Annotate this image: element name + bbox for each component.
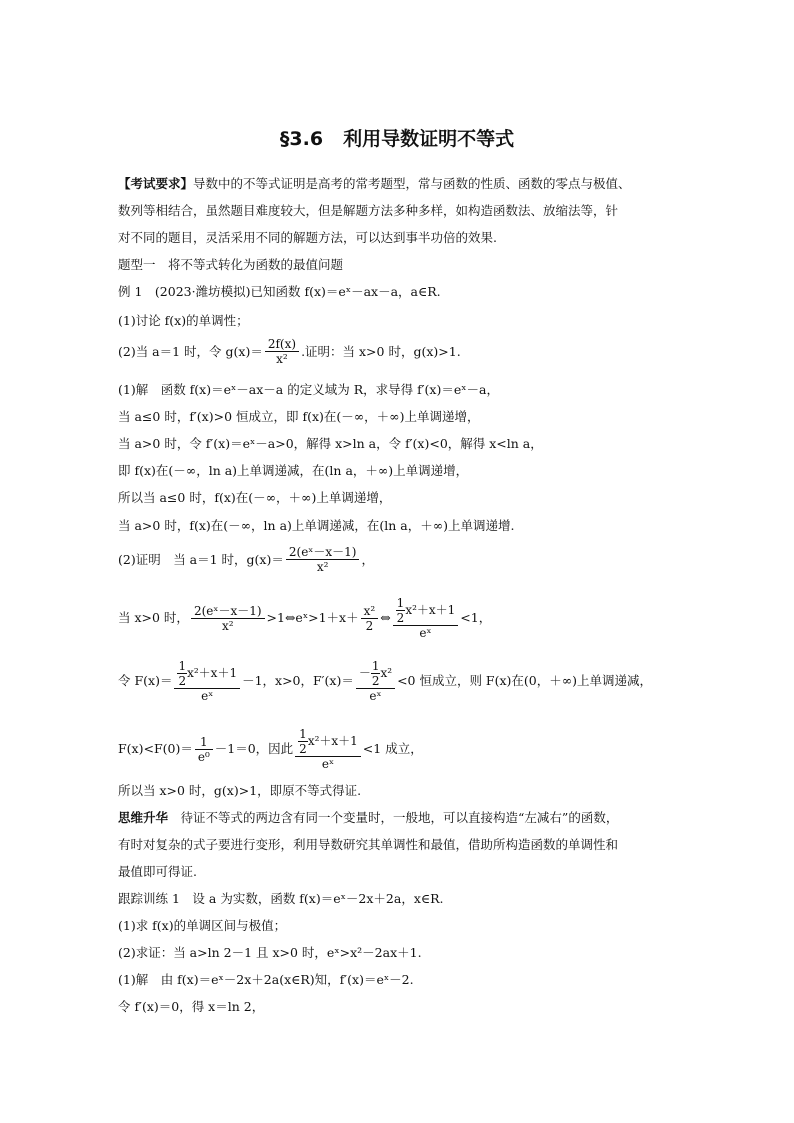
fraction: $\frac{1}{2}$ x²＋x＋1 eˣ [393,596,459,640]
practice-solution-2: 令 f′(x)＝0，得 x＝ln 2， [118,999,265,1014]
proof-line-1: (2)证明 当 a＝1 时，g(x)＝ $\frac{\text{2(eˣ－x－1)}}{\text{x²}}$ ， [118,545,374,574]
fraction: $\frac{\text{x²}}{2}$ [361,604,379,633]
fraction: － $\frac{1}{2}$ x² eˣ [356,659,395,703]
type-heading: 题型一 将不等式转化为函数的最值问题 [118,257,344,272]
practice-question-2: (2)求证：当 a>ln 2－1 且 x>0 时，eˣ>x²－2ax＋1. [118,945,422,960]
fraction: $\frac{2f(x)}{\text{x²}}$ [265,337,299,366]
requirement-line-2: 数列等相结合，虽然题目难度较大，但是解题方法多种多样，如构造函数法、放缩法等，针 [118,203,619,218]
solution-line-3: 当 a>0 时，令 f′(x)＝eˣ－a>0，解得 x>ln a，令 f′(x)<0，解得 x<ln a， [118,436,543,451]
proof-line-4: F(x)<F(0)＝ $\frac{1}{\text{e⁰}}$ －1＝0，因此 $\frac{1}{2}$ x²＋x＋1 eˣ <1 成立， [118,727,423,771]
thinking-label: 思维升华 [118,810,169,825]
thinking-line-3: 最值即可得证. [118,864,197,879]
practice-question-1: (1)求 f(x)的单调区间与极值； [118,918,287,933]
thinking-line-2: 有时对复杂的式子要进行变形，利用导数研究其单调性和最值，借助所构造函数的单调性和 [118,837,619,852]
fraction: $\frac{\text{2(eˣ－x－1)}}{\text{x²}}$ [191,604,265,633]
question-1: (1)讨论 f(x)的单调性； [118,313,249,328]
page-title [0,124,794,151]
thinking-line-1: 思维升华 待证不等式的两边含有同一个变量时，一般地，可以直接构造“左减右”的函数， [118,810,619,825]
fraction: $\frac{1}{2}$ x²＋x＋1 eˣ [295,727,361,771]
fraction: $\frac{1}{2}$ x²＋x＋1 eˣ [174,659,240,703]
requirement-line-1: 【考试要求】导数中的不等式证明是高考的常考题型，常与函数的性质、函数的零点与极值、 [118,176,631,191]
section-number: §3.6 [279,128,324,150]
fraction: $\frac{\text{2(eˣ－x－1)}}{\text{x²}}$ [286,545,360,574]
question-2: (2)当 a＝1 时，令 g(x)＝ $\frac{2f(x)}{\text{x²}}$ .证明：当 x>0 时，g(x)>1. [118,337,461,366]
requirement-label: 【考试要求】 [118,176,194,191]
requirement-line-3: 对不同的题目，灵活采用不同的解题方法，可以达到事半功倍的效果. [118,230,497,245]
proof-line-5: 所以当 x>0 时，g(x)>1，即原不等式得证. [118,783,362,798]
solution-line-6: 当 a>0 时，f(x)在(－∞，ln a)上单调递减，在(ln a，＋∞)上单调递增. [118,518,515,533]
solution-line-5: 所以当 a≤0 时，f(x)在(－∞，＋∞)上单调递增， [118,490,392,505]
solution-line-4: 即 f(x)在(－∞，ln a)上单调递减，在(ln a，＋∞)上单调递增， [118,463,469,478]
proof-line-2: 当 x>0 时， $\frac{\text{2(eˣ－x－1)}}{\text{x²}}$ >1⇔eˣ>1＋x＋ $\frac{\text{x²}}{2}$ ⇔ $\frac{1}{2}$ x²＋x＋1 eˣ <1， [118,596,492,640]
title-text: 利用导数证明不等式 [343,128,515,150]
solution-line-1: (1)解 函数 f(x)＝eˣ－ax－a 的定义域为 R，求导得 f′(x)＝eˣ－a， [118,382,500,397]
example-1: 例 1 (2023·潍坊模拟)已知函数 f(x)＝eˣ－ax－a，a∈R. [118,284,441,299]
solution-line-2: 当 a≤0 时，f′(x)>0 恒成立，即 f(x)在(－∞，＋∞)上单调递增， [118,409,480,424]
fraction: $\frac{1}{\text{e⁰}}$ [195,735,213,764]
practice-1: 跟踪训练 1 设 a 为实数，函数 f(x)＝eˣ－2x＋2a，x∈R. [118,891,444,906]
proof-line-3: 令 F(x)＝ $\frac{1}{2}$ x²＋x＋1 eˣ －1，x>0，F′(x)＝ － $\frac{1}{2}$ x² eˣ <0 恒成立，则 F(x)在(0，＋∞)上单调递减， [118,659,653,703]
practice-solution-1: (1)解 由 f(x)＝eˣ－2x＋2a(x∈R)知，f′(x)＝eˣ－2. [118,972,414,987]
